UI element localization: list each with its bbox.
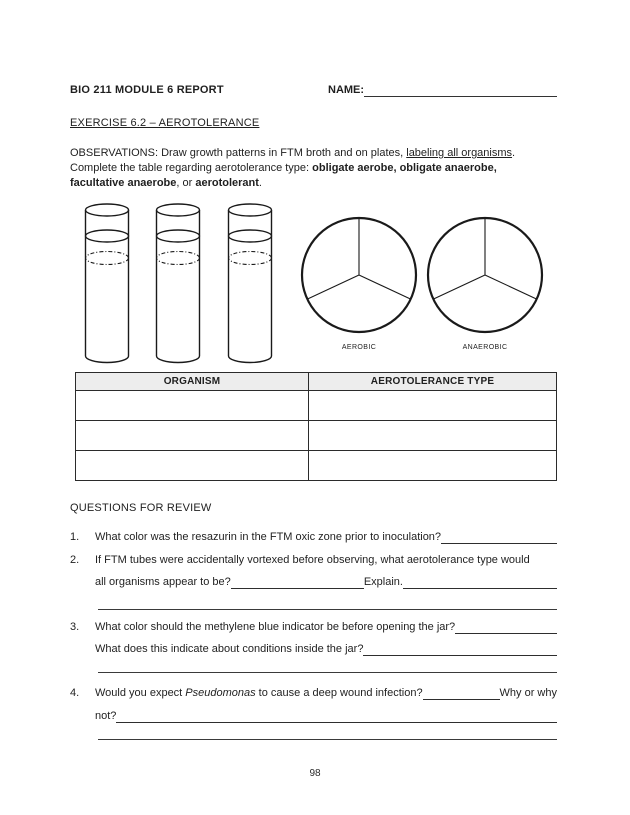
text-segment: Explain.	[363, 576, 403, 588]
organism-cell	[76, 421, 309, 451]
answer-blank-line	[231, 577, 364, 589]
question-number: 2.	[70, 554, 80, 566]
aerotolerance-table	[75, 372, 557, 481]
question-1-line-1	[95, 531, 557, 544]
questions-heading: QUESTIONS FOR REVIEW	[70, 502, 212, 514]
ftm-tube-1	[86, 204, 129, 363]
observations-line-1	[70, 146, 515, 161]
organism-column-header: ORGANISM	[76, 373, 309, 391]
question-number: 3.	[70, 621, 80, 633]
name-field-row	[328, 84, 557, 97]
question-2-line-2	[70, 576, 557, 589]
question-1	[70, 531, 557, 544]
growth-patterns-diagram	[60, 196, 560, 368]
answer-blank-line	[363, 644, 557, 656]
answer-line	[98, 739, 557, 740]
question-4-line-2	[70, 710, 557, 723]
answer-line	[98, 672, 557, 673]
text-segment: What color should the methylene blue indicator be before opening the jar?	[95, 621, 456, 633]
text-segment: obligate aerobe, obligate anaerobe,	[312, 162, 497, 174]
text-segment: , or	[176, 177, 196, 189]
name-blank-line	[364, 85, 557, 97]
text-segment: Complete the table regarding aerotolerance type:	[70, 162, 313, 174]
answer-line	[98, 609, 557, 610]
text-segment: aerotolerant	[195, 177, 259, 189]
aerotolerance-cell	[309, 391, 557, 421]
name-label: NAME:	[328, 84, 365, 96]
text-segment: If FTM tubes were accidentally vortexed before observing, what aerotolerance type would	[95, 554, 530, 566]
text-segment: What color was the resazurin in the FTM oxic zone prior to inoculation?	[95, 531, 442, 543]
question-2	[70, 554, 557, 567]
answer-blank-line	[441, 532, 557, 544]
text-segment: .	[258, 177, 262, 189]
text-segment: labeling all organisms	[406, 147, 513, 159]
answer-blank-line	[455, 622, 557, 634]
answer-blank-line	[403, 577, 557, 589]
table-row	[76, 421, 557, 451]
question-number: 1.	[70, 531, 80, 543]
text-segment: all organisms appear to be?	[95, 576, 231, 588]
text-segment: Pseudomonas	[185, 687, 256, 699]
question-3-line-1	[95, 621, 557, 634]
ftm-tube-3	[229, 204, 272, 363]
oxic-zone-dashed-line	[86, 252, 129, 265]
question-4-line-1	[95, 687, 557, 700]
anaerobic-plate-label: ANAEROBIC	[462, 344, 508, 351]
aerobic-plate-label: AEROBIC	[341, 344, 377, 351]
answer-blank-line	[116, 711, 557, 723]
question-4	[70, 687, 557, 700]
anaerobic-plate	[428, 218, 542, 332]
text-segment: .	[512, 147, 516, 159]
aerotolerance-column-header: AEROTOLERANCE TYPE	[309, 373, 557, 391]
table-row	[76, 451, 557, 481]
question-2-line-1	[95, 554, 557, 567]
question-3	[70, 621, 557, 634]
observations-line-2	[70, 161, 497, 176]
text-segment: Why or why	[499, 687, 557, 699]
text-segment: to cause a deep wound infection?	[255, 687, 423, 699]
text-segment: OBSERVATIONS: Draw growth patterns in FTM broth and on plates,	[70, 147, 407, 159]
aerotolerance-cell	[309, 451, 557, 481]
oxic-zone-dashed-line	[157, 252, 200, 265]
exercise-heading: EXERCISE 6.2 – AEROTOLERANCE	[70, 117, 260, 129]
question-3-line-2	[70, 643, 557, 656]
question-number: 4.	[70, 687, 80, 699]
page-number: 98	[309, 768, 321, 779]
answer-blank-line	[423, 688, 500, 700]
aerotolerance-table-container	[75, 372, 557, 481]
table-header-row	[76, 373, 557, 391]
oxic-zone-dashed-line	[229, 252, 272, 265]
text-segment: What does this indicate about conditions inside the jar?	[95, 643, 364, 655]
aerobic-plate	[302, 218, 416, 332]
text-segment: facultative anaerobe	[70, 177, 177, 189]
organism-cell	[76, 451, 309, 481]
observations-line-3	[70, 176, 262, 191]
organism-cell	[76, 391, 309, 421]
ftm-tube-2	[157, 204, 200, 363]
document-title: BIO 211 MODULE 6 REPORT	[70, 84, 224, 96]
aerotolerance-cell	[309, 421, 557, 451]
table-row	[76, 391, 557, 421]
text-segment: not?	[95, 710, 117, 722]
text-segment: Would you expect	[95, 687, 186, 699]
